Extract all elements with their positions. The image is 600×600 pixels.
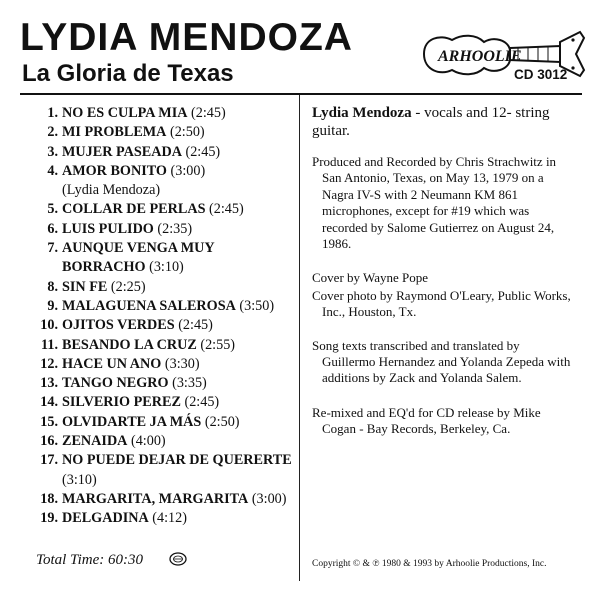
logo-label: ARHOOLIE bbox=[438, 48, 522, 65]
track-item: 1. NO ES CULPA MIA (2:45) bbox=[47, 105, 226, 121]
catalog-number: CD 3012 bbox=[514, 67, 568, 82]
production-credit: Produced and Recorded by Chris Strachwitz in San Antonio, Texas, on May 13, 1979 on a Nagra IV-S with 2 Neumann KM 861 microphones, except for #19 which was recorded by Salome Gutierrez on August 24, 1986. bbox=[312, 154, 557, 252]
song-texts-credit: Song texts transcribed and translated by Guillermo Hernandez and Yolanda Zepeda with additions by Zack and Yolanda Salem. bbox=[312, 337, 571, 386]
track-item: 9. MALAGUENA SALEROSA (3:50) bbox=[47, 297, 275, 314]
track-item: 18. MARGARITA, MARGARITA (3:00) bbox=[40, 490, 287, 507]
track-item: 11. BESANDO LA CRUZ (2:55) bbox=[41, 336, 236, 353]
artist-title: LYDIA MENDOZA bbox=[20, 16, 353, 59]
track-item: 5. COLLAR DE PERLAS (2:45) bbox=[47, 201, 244, 218]
track-item: 13. TANGO NEGRO (3:35) bbox=[40, 375, 207, 392]
track-item: 10. OJITOS VERDES (2:45) bbox=[40, 317, 213, 334]
track-item: 19. DELGADINA (4:12) bbox=[40, 510, 187, 527]
track-item: 3. MUJER PASEADA (2:45) bbox=[47, 143, 221, 160]
small-label-logo-icon bbox=[169, 552, 187, 566]
track-note: (Lydia Mendoza) bbox=[62, 182, 161, 199]
track-item: 15. OLVIDARTE JA MÁS (2:50) bbox=[40, 413, 240, 430]
track-item: 6. LUIS PULIDO (2:35) bbox=[47, 220, 193, 237]
remix-credit: Re-mixed and EQ'd for CD release by Mike Cogan - Bay Records, Berkeley, Ca. bbox=[312, 404, 541, 437]
album-title: La Gloria de Texas bbox=[22, 60, 234, 87]
track-item: 16. ZENAIDA (4:00) bbox=[40, 433, 166, 450]
credits-panel bbox=[312, 104, 574, 438]
copyright-notice: Copyright © & ℗ 1980 & 1993 by Arhoolie Productions, Inc. bbox=[312, 559, 547, 569]
track-item: 2. MI PROBLEMA (2:50) bbox=[47, 124, 205, 141]
track-item: 7. AUNQUE VENGA MUY BORRACHO (3:10) bbox=[47, 240, 215, 276]
cover-photo-credit: Cover photo by Raymond O'Leary, Public Works, Inc., Houston, Tx. bbox=[312, 287, 571, 320]
track-item: 8. SIN FE (2:25) bbox=[47, 278, 146, 295]
total-time: Total Time: 60:30 bbox=[36, 552, 143, 568]
cover-credit: Cover by Wayne Pope bbox=[312, 270, 429, 286]
track-list bbox=[30, 104, 300, 529]
performer-credit: Lydia Mendoza - vocals and 12- string guitar. bbox=[312, 105, 550, 139]
track-item: 4. AMOR BONITO (3:00) (Lydia Mendoza) bbox=[30, 162, 300, 201]
track-item: 12. HACE UN ANO (3:30) bbox=[40, 355, 200, 372]
track-item: 17. NO PUEDE DEJAR DE QUERERTE (3:10) bbox=[40, 452, 292, 488]
header-rule bbox=[20, 93, 582, 95]
track-item: 14. SILVERIO PEREZ (2:45) bbox=[40, 394, 220, 411]
